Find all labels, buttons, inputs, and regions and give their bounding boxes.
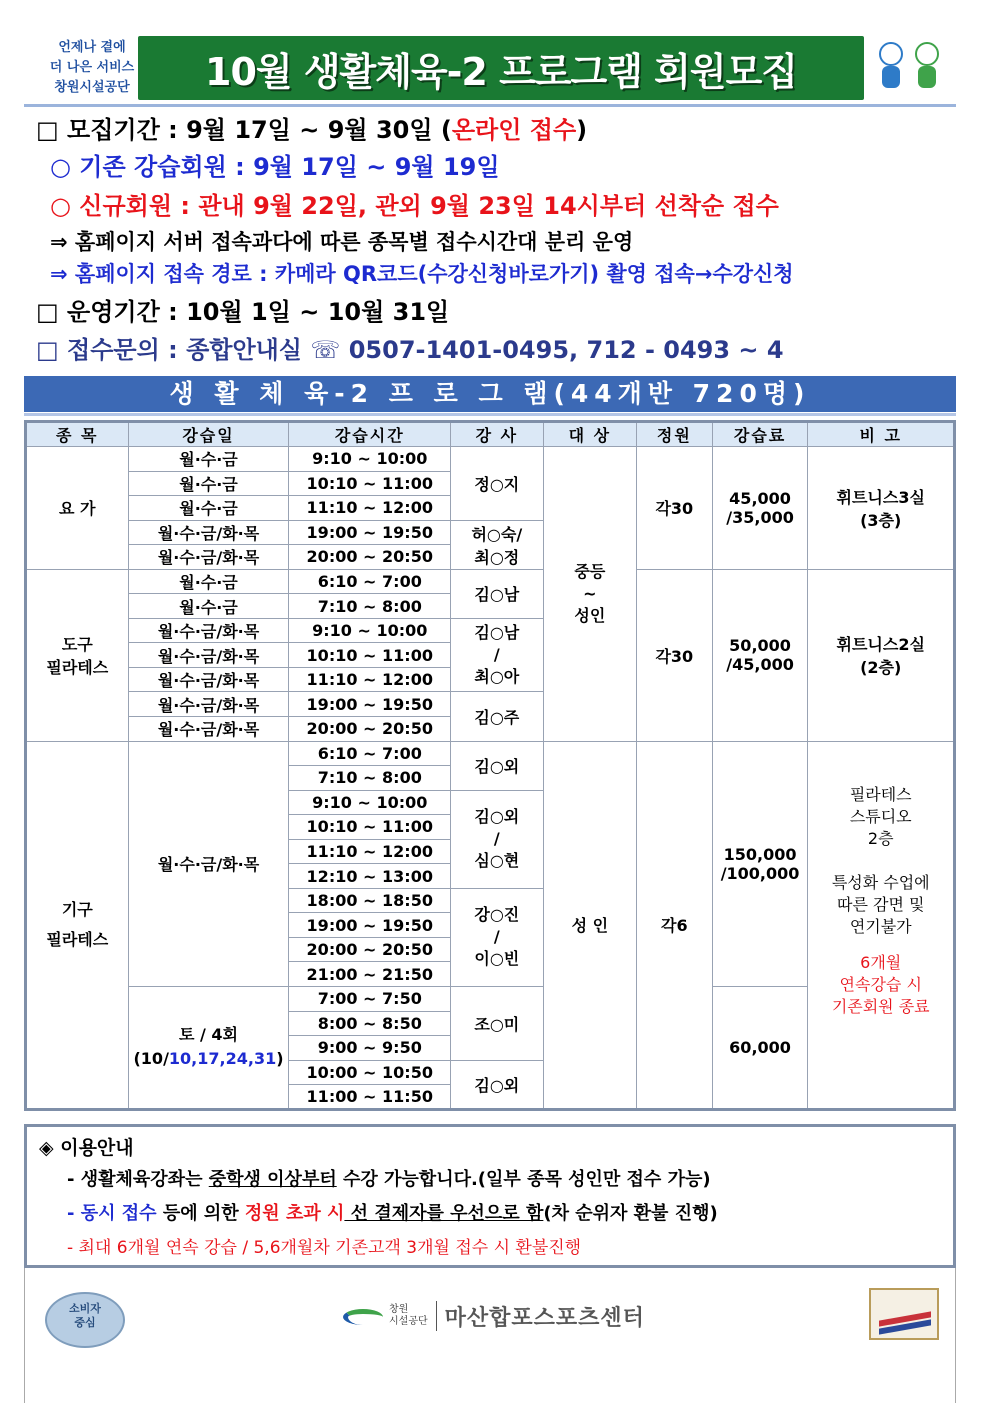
note-line: (3층) — [860, 510, 902, 530]
table-row — [26, 447, 955, 472]
class-time: 20:00 ~ 20:50 — [289, 937, 451, 962]
col-header: 강습시간 — [289, 422, 451, 447]
table-row — [26, 741, 955, 766]
table-header-row — [26, 422, 955, 447]
note-line-red: 기존회원 종료 — [831, 996, 930, 1016]
class-time: 8:00 ~ 8:50 — [289, 1011, 451, 1036]
online-label: 온라인 접수 — [451, 116, 577, 144]
class-day: 월·수·금/화·목 — [128, 520, 289, 545]
sat-dates-prefix: (10/ — [133, 1049, 169, 1069]
class-day: 월·수·금 — [128, 471, 289, 496]
guide-text: 중학생 이상부터 — [208, 1169, 337, 1190]
class-time: 9:10 ~ 10:00 — [289, 618, 451, 643]
fee-line: /35,000 — [726, 507, 794, 527]
col-header: 강 사 — [451, 422, 544, 447]
guide-item-3: - 최대 6개월 연속 강습 / 5,6개월차 기존고객 3개월 접수 시 환불진행 — [67, 1238, 582, 1258]
fee — [712, 569, 808, 741]
instructor-line: 최○아 — [474, 667, 520, 687]
class-day: 월·수·금/화·목 — [128, 667, 289, 692]
note-line-red: 연속강습 시 — [839, 974, 922, 994]
class-day: 월·수·금/화·목 — [128, 692, 289, 717]
sat-dates — [129, 1047, 289, 1071]
class-day-saturday — [128, 987, 289, 1110]
instructor: 김○남 — [451, 569, 544, 618]
new-members: ○ 신규회원 : 관내 9월 22일, 관외 9월 23일 14시부터 선착순 접수 — [50, 192, 779, 220]
instructor: 김○외 — [451, 1060, 544, 1109]
class-time: 10:00 ~ 10:50 — [289, 1060, 451, 1085]
class-time: 11:10 ~ 12:00 — [289, 667, 451, 692]
guide-text: (차 순위자 환불 진행) — [543, 1203, 718, 1224]
class-time: 9:10 ~ 10:00 — [289, 790, 451, 815]
table-row — [26, 569, 955, 594]
instructor — [451, 790, 544, 888]
footer — [24, 1268, 956, 1403]
class-time: 18:00 ~ 18:50 — [289, 888, 451, 913]
sat-dates-list: 10,17,24,31 — [168, 1049, 277, 1069]
header — [24, 28, 956, 106]
recruit-period — [36, 112, 956, 148]
target — [543, 447, 636, 742]
target-line: 중등 — [574, 561, 606, 581]
title-banner — [138, 36, 864, 100]
class-time: 12:10 ~ 13:00 — [289, 864, 451, 889]
note — [808, 569, 955, 741]
guide-text: 정원 초과 시 — [244, 1203, 345, 1224]
class-day: 월·수·금/화·목 — [128, 643, 289, 668]
server-note: ⇒ 홈페이지 서버 접속과다에 따른 종목별 접수시간대 분리 운영 — [50, 230, 634, 254]
sat-day-line: 토 / 4회 — [178, 1025, 239, 1045]
recruit-close: ) — [576, 116, 588, 144]
class-time: 19:00 ~ 19:50 — [289, 520, 451, 545]
page-title: 10월 생활체육-2 프로그램 회원모집 — [205, 49, 797, 94]
center-name: 마산합포스포츠센터 — [444, 1305, 645, 1331]
org-line: 창원 — [389, 1304, 409, 1315]
class-time: 7:10 ~ 8:00 — [289, 594, 451, 619]
class-day: 월·수·금 — [128, 447, 289, 472]
certification-mark-icon — [869, 1288, 939, 1340]
center-logo — [343, 1296, 645, 1336]
info-section — [36, 112, 956, 368]
instructor: 김○주 — [451, 692, 544, 741]
usage-guide — [24, 1124, 956, 1268]
instructor: 정○지 — [451, 447, 544, 521]
program-name-line: 필라테스 — [46, 658, 109, 678]
slogan-line-2: 더 나은 서비스 — [49, 60, 135, 75]
guide-text: 선 결제자를 우선으로 함 — [344, 1203, 544, 1224]
instructor — [451, 888, 544, 986]
homepage-route: ⇒ 홈페이지 접속 경로 : 카메라 QR코드(수강신청바로가기) 촬영 접속→수강신청 — [50, 262, 794, 286]
class-time: 11:10 ~ 12:00 — [289, 496, 451, 521]
program-tool-pilates — [26, 569, 129, 741]
instructor-line: 강○진 — [474, 905, 520, 925]
instructor-line: 심○현 — [474, 851, 520, 871]
instructor-line: 허○숙/ — [471, 524, 523, 544]
program-name-line: 도구 — [61, 635, 93, 655]
program-name-line: 필라테스 — [46, 929, 109, 949]
badge-line: 중심 — [74, 1316, 96, 1329]
note-line: 필라테스 — [849, 784, 912, 804]
col-header: 종 목 — [26, 422, 129, 447]
note-line-red: 6개월 — [860, 952, 902, 972]
note-line: 따른 감면 및 — [837, 894, 925, 914]
instructor-line: 최○정 — [474, 547, 520, 567]
instructor-line: / — [493, 829, 500, 849]
mascot-icon-2 — [912, 42, 942, 92]
class-day: 월·수·금 — [128, 569, 289, 594]
capacity: 각6 — [637, 741, 713, 1109]
program-name-line: 기구 — [61, 899, 93, 919]
slogan-line-1: 언제나 곁에 — [58, 40, 126, 55]
class-time: 10:10 ~ 11:00 — [289, 471, 451, 496]
instructor-line: 김○외 — [474, 807, 520, 827]
instructor: 조○미 — [451, 987, 544, 1061]
class-time: 6:10 ~ 7:00 — [289, 741, 451, 766]
note — [808, 447, 955, 570]
class-time: 19:00 ~ 19:50 — [289, 692, 451, 717]
instructor-line: 김○남 — [474, 623, 520, 643]
class-time: 9:00 ~ 9:50 — [289, 1036, 451, 1061]
instructor-line: / — [493, 927, 500, 947]
target-line: 성인 — [574, 605, 606, 625]
col-header: 강습료 — [712, 422, 808, 447]
header-divider — [24, 104, 956, 107]
class-time: 11:10 ~ 12:00 — [289, 839, 451, 864]
fee-line: /45,000 — [726, 655, 794, 675]
guide-text: - 동시 접수 — [67, 1203, 157, 1224]
class-time: 20:00 ~ 20:50 — [289, 545, 451, 570]
class-time: 21:00 ~ 21:50 — [289, 962, 451, 987]
recruit-label: □ 모집기간 : 9월 17일 ~ 9월 30일 ( — [36, 116, 452, 144]
note-line: 휘트니스2실 — [836, 635, 925, 655]
org-small-logo — [389, 1304, 428, 1328]
class-time: 10:10 ~ 11:00 — [289, 815, 451, 840]
existing-members: ○ 기존 강습회원 : 9월 17일 ~ 9월 19일 — [50, 153, 500, 181]
col-header: 비 고 — [808, 422, 955, 447]
guide-text: 등에 의한 — [156, 1203, 245, 1224]
guide-item-1 — [39, 1163, 941, 1197]
operation-period: □ 운영기간 : 10월 1일 ~ 10월 31일 — [36, 298, 450, 326]
note — [808, 741, 955, 1109]
slogan-line-3: 창원시설공단 — [54, 80, 130, 95]
note-line: 연기불가 — [849, 916, 912, 936]
class-time: 9:10 ~ 10:00 — [289, 447, 451, 472]
instructor-line: 이○빈 — [474, 949, 520, 969]
class-day: 월·수·금 — [128, 496, 289, 521]
org-line: 시설공단 — [389, 1316, 428, 1327]
class-day: 월·수·금 — [128, 594, 289, 619]
class-day: 월·수·금/화·목 — [128, 741, 289, 986]
fee-line: 150,000 — [723, 844, 797, 864]
guide-item-2 — [39, 1197, 941, 1231]
class-time: 7:10 ~ 8:00 — [289, 766, 451, 791]
class-time: 11:00 ~ 11:50 — [289, 1085, 451, 1110]
schedule-table — [24, 420, 956, 1111]
slogan — [32, 38, 152, 98]
instructor — [451, 520, 544, 569]
program-yoga: 요 가 — [26, 447, 129, 570]
mascot-icon-1 — [876, 42, 906, 92]
note-line: 휘트니스3실 — [836, 487, 925, 507]
instructor-line: / — [493, 645, 500, 665]
target: 성 인 — [543, 741, 636, 1109]
note-line: 스튜디오 — [849, 806, 912, 826]
class-time: 6:10 ~ 7:00 — [289, 569, 451, 594]
fee — [712, 741, 808, 986]
col-header: 강습일 — [128, 422, 289, 447]
guide-text: 수강 가능합니다.(일부 종목 성인만 접수 가능) — [336, 1169, 711, 1190]
sat-dates-suffix: ) — [276, 1049, 284, 1069]
inquiry: □ 접수문의 : 종합안내실 ☏ 0507-1401-0495, 712 - 0493 ~ 4 — [36, 336, 784, 364]
target-line: ~ — [583, 583, 597, 603]
note-line: 특성화 수업에 — [831, 872, 930, 892]
instructor: 김○외 — [451, 741, 544, 790]
class-time: 19:00 ~ 19:50 — [289, 913, 451, 938]
note-line: (2층) — [860, 658, 902, 678]
col-header: 대 상 — [543, 422, 636, 447]
class-time: 10:10 ~ 11:00 — [289, 643, 451, 668]
class-time: 7:00 ~ 7:50 — [289, 987, 451, 1012]
instructor — [451, 618, 544, 692]
program-banner: 생 활 체 육-2 프 로 그 램(44개반 720명) — [24, 376, 956, 412]
capacity: 각30 — [637, 569, 713, 741]
fee — [712, 447, 808, 570]
class-time: 20:00 ~ 20:50 — [289, 717, 451, 742]
guide-text: - 생활체육강좌는 — [67, 1169, 209, 1190]
fee: 60,000 — [712, 987, 808, 1110]
class-day: 월·수·금/화·목 — [128, 618, 289, 643]
consumer-badge-icon — [45, 1292, 125, 1348]
fee-line: 45,000 — [729, 488, 791, 508]
note-line: 2층 — [867, 828, 894, 848]
program-equip-pilates — [26, 741, 129, 1109]
badge-line: 소비자 — [69, 1302, 101, 1315]
class-day: 월·수·금/화·목 — [128, 545, 289, 570]
guide-title: ◈ 이용안내 — [39, 1137, 134, 1159]
fee-line: /100,000 — [720, 863, 800, 883]
capacity: 각30 — [637, 447, 713, 570]
swirl-logo-icon — [343, 1301, 385, 1331]
banner-divider — [24, 413, 956, 416]
col-header: 정원 — [637, 422, 713, 447]
fee-line: 50,000 — [729, 636, 791, 656]
logo-separator — [436, 1301, 437, 1331]
class-day: 월·수·금/화·목 — [128, 717, 289, 742]
